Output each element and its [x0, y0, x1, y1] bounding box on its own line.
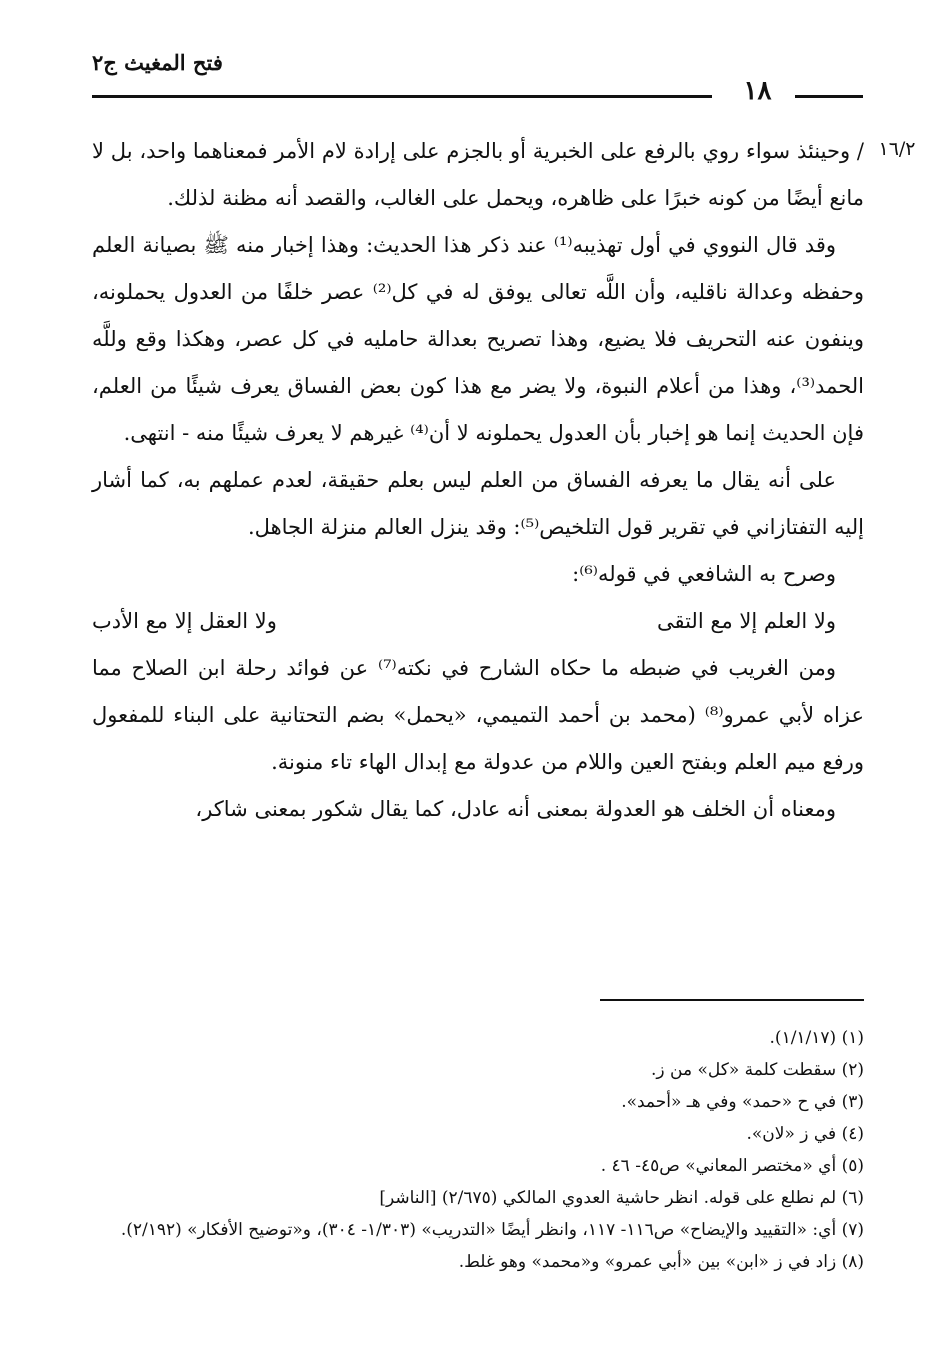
paragraph-5: ومن الغريب في ضبطه ما حكاه الشارح في نكته⁽⁷⁾ عن فوائد رحلة ابن الصلاح مما عزاه لأبي عمرو⁽⁸⁾ (محمد بن أحمد التميمي، «يحمل» بضم التحتانية على البناء للمفعول ورفع ميم العلم وبفتح العين واللام من عدولة مع إبدال الهاء تاء منونة.: [92, 656, 865, 774]
page-number: ١٨: [743, 76, 772, 106]
footnotes: [92, 1022, 864, 1278]
margin-reference: ١٦/٢: [878, 138, 916, 160]
footnote-6: (٦) لم نطلع على قوله. انظر حاشية العدوي المالكي (٢/٦٧٥) [الناشر]: [379, 1188, 864, 1208]
header-rule-right: [795, 95, 863, 98]
paragraph-2: وقد قال النووي في أول تهذيبه⁽¹⁾ عند ذكر هذا الحديث: وهذا إخبار منه ﷺ بصيانة العلم وحفظه وعدالة ناقليه، وأن اللَّه تعالى يوفق له في كل⁽²⁾ عصر خلفًا من العدول يحملونه، وينفون عنه التحريف فلا يضيع، وهذا تصريح بعدالة حامليه في كل عصر، وهكذا وقع وللَّه الحمد⁽³⁾، وهذا من أعلام النبوة، ولا يضر مع هذا كون بعض الفساق يعرف شيئًا من العلم، فإن الحديث إنما هو إخبار بأن العدول يحملونه لا أن⁽⁴⁾ غيرهم لا يعرف شيئًا منه - انتهى.: [92, 233, 864, 445]
paragraph-6: ومعناه أن الخلف هو العدولة بمعنى أنه عادل، كما يقال شكور بمعنى شاكر،: [195, 797, 836, 821]
book-title: فتح المغيث ج٢: [92, 50, 223, 75]
footnote-5: (٥) أي «مختصر المعاني» ص٤٥- ٤٦ .: [600, 1156, 864, 1176]
header-rule-left: [92, 95, 712, 98]
paragraph-3: على أنه يقال ما يعرفه الفساق من العلم ليس بعلم حقيقة، لعدم عملهم به، كما أشار إليه التفتازاني في تقرير قول التلخيص⁽⁵⁾: وقد ينزل العالم منزلة الجاهل.: [92, 468, 864, 539]
page-header: [0, 0, 943, 110]
verse-second-hemistich: ولا العقل إلا مع الأدب: [92, 609, 277, 633]
verse-first-hemistich: ولا العلم إلا مع التقى: [656, 609, 836, 633]
footnote-2: (٢) سقطت كلمة «كل» من ز.: [650, 1060, 864, 1080]
footnote-7: (٧) أي: «التقييد والإيضاح» ص١١٦- ١١٧، وانظر أيضًا «التدريب» (١/٣٠٣- ٣٠٤)، و«توضيح الأفكار» (٢/١٩٢).: [120, 1220, 864, 1240]
footnote-4: (٤) في ز «لان».: [746, 1124, 864, 1144]
footnote-3: (٣) في ح «حمد» وفي هـ «أحمد».: [621, 1092, 864, 1112]
footnote-1: (١) (١/١/١٧).: [769, 1028, 864, 1048]
footnote-8: (٨) زاد في ز «ابن» بين «أبي عمرو» و«محمد» وهو غلط.: [458, 1252, 864, 1272]
footnote-separator: [600, 999, 864, 1001]
paragraph-4: وصرح به الشافعي في قوله⁽⁶⁾:: [572, 562, 836, 586]
main-text: [92, 128, 864, 833]
paragraph-1: / وحينئذ سواء روي بالرفع على الخبرية أو بالجزم على إرادة لام الأمر فمعناهما واحد، بل لا مانع أيضًا من كونه خبرًا على ظاهره، ويحمل على الغالب، والقصد أنه مظنة لذلك.: [92, 139, 864, 210]
poetry-verse: [92, 598, 864, 645]
